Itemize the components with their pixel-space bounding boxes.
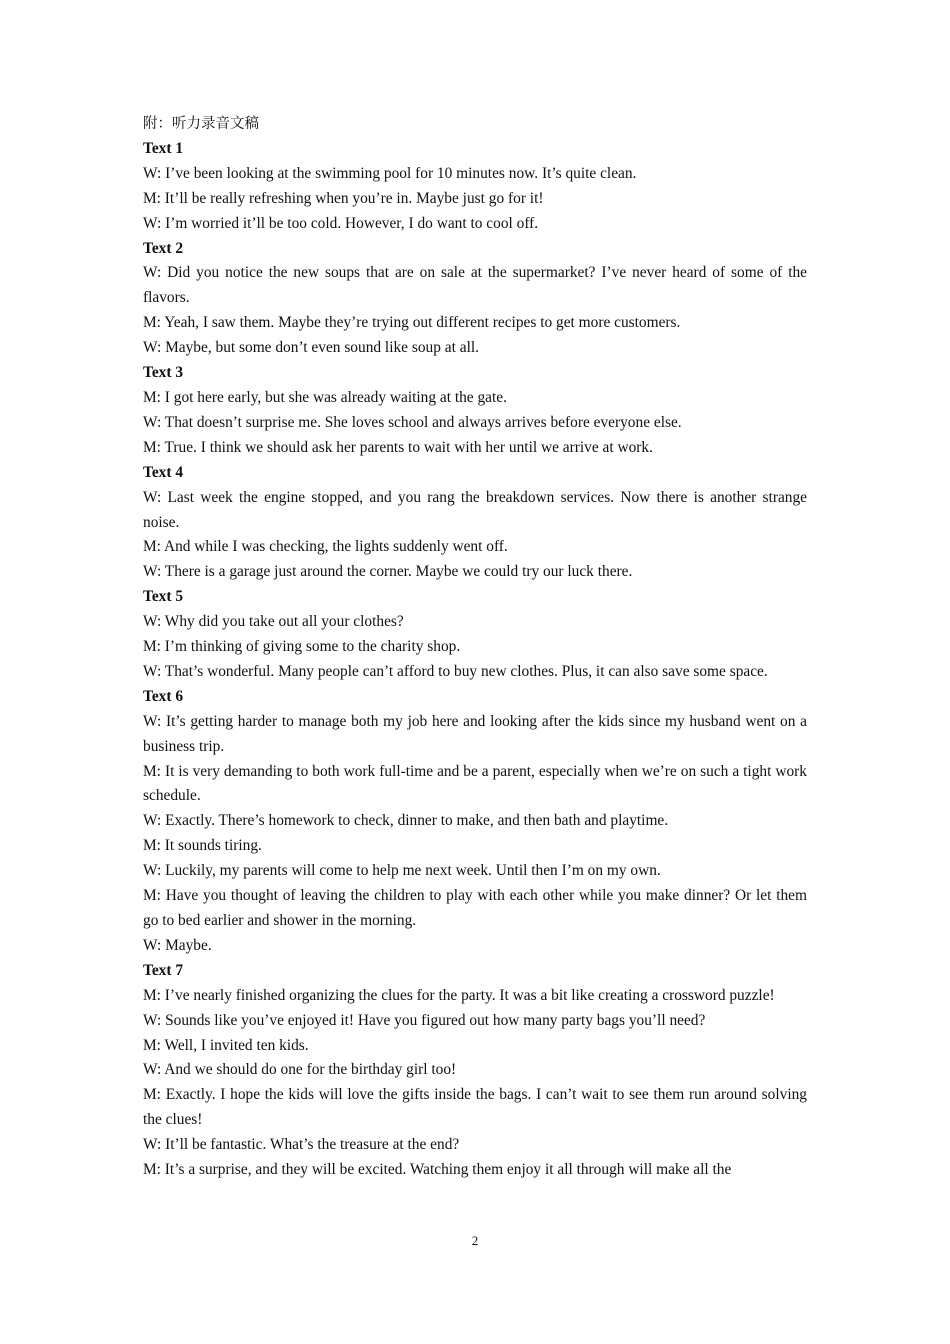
- transcript-page: [143, 112, 807, 1183]
- dialogue-line: W: I’ve been looking at the swimming pool for 10 minutes now. It’s quite clean.: [143, 164, 637, 182]
- dialogue-line: W: Why did you take out all your clothes?: [143, 613, 404, 631]
- dialogue-line: M: Exactly. I hope the kids will love the gifts inside the bags. I can’t wait to see them run around solving the clues!: [143, 1086, 807, 1129]
- dialogue-line: W: There is a garage just around the corner. Maybe we could try our luck there.: [143, 563, 633, 581]
- section-heading: Text 4: [143, 463, 184, 481]
- page-number: 2: [471, 1233, 479, 1248]
- section-heading: Text 5: [143, 588, 184, 606]
- dialogue-section: [143, 585, 807, 685]
- dialogue-section: [143, 137, 807, 237]
- dialogue-line: W: Last week the engine stopped, and you rang the breakdown services. Now there is another strange noise.: [143, 488, 807, 531]
- dialogue-line: M: True. I think we should ask her parents to wait with her until we arrive at work.: [143, 438, 653, 456]
- dialogue-line: W: That doesn’t surprise me. She loves school and always arrives before everyone else.: [143, 413, 682, 431]
- dialogue-section: [143, 361, 807, 461]
- dialogue-line: M: I got here early, but she was already waiting at the gate.: [143, 388, 507, 406]
- dialogue-line: M: I’m thinking of giving some to the charity shop.: [143, 638, 461, 656]
- dialogue-line: W: Exactly. There’s homework to check, dinner to make, and then bath and playtime.: [143, 812, 669, 830]
- dialogue-line: M: Well, I invited ten kids.: [143, 1036, 309, 1054]
- dialogue-section: [143, 237, 807, 362]
- dialogue-line: W: It’s getting harder to manage both my job here and looking after the kids since my husband went on a business trip.: [143, 712, 807, 755]
- dialogue-line: M: It is very demanding to both work full-time and be a parent, especially when we’re on such a tight work schedule.: [143, 762, 807, 805]
- section-heading: Text 2: [143, 239, 184, 257]
- dialogue-line: W: Luckily, my parents will come to help me next week. Until then I’m on my own.: [143, 862, 661, 880]
- dialogue-section: [143, 461, 807, 586]
- dialogue-line: M: I’ve nearly finished organizing the clues for the party. It was a bit like creating a crossword puzzle!: [143, 986, 775, 1004]
- dialogue-line: W: And we should do one for the birthday girl too!: [143, 1061, 457, 1079]
- section-heading: Text 1: [143, 139, 184, 157]
- section-heading: Text 7: [143, 961, 184, 979]
- dialogue-section: [143, 685, 807, 959]
- dialogue-line: W: Sounds like you’ve enjoyed it! Have you figured out how many party bags you’ll need?: [143, 1011, 706, 1029]
- transcript-title: 附：听力录音文稿: [143, 116, 259, 132]
- dialogue-section: [143, 959, 807, 1183]
- dialogue-line: M: And while I was checking, the lights suddenly went off.: [143, 538, 508, 556]
- dialogue-line: M: It’s a surprise, and they will be excited. Watching them enjoy it all through will make all the: [143, 1161, 732, 1179]
- dialogue-line: W: That’s wonderful. Many people can’t afford to buy new clothes. Plus, it can also save some space.: [143, 662, 768, 680]
- dialogue-line: W: Did you notice the new soups that are on sale at the supermarket? I’ve never heard of some of the flavors.: [143, 264, 807, 307]
- dialogue-line: M: It sounds tiring.: [143, 837, 262, 855]
- dialogue-line: W: I’m worried it’ll be too cold. However, I do want to cool off.: [143, 214, 539, 232]
- dialogue-line: W: It’ll be fantastic. What’s the treasure at the end?: [143, 1136, 460, 1154]
- dialogue-line: M: It’ll be really refreshing when you’re in. Maybe just go for it!: [143, 189, 544, 207]
- dialogue-line: W: Maybe.: [143, 936, 212, 954]
- dialogue-line: W: Maybe, but some don’t even sound like soup at all.: [143, 339, 479, 357]
- section-heading: Text 6: [143, 687, 184, 705]
- section-heading: Text 3: [143, 364, 184, 382]
- transcript-body: [143, 137, 807, 1183]
- dialogue-line: M: Yeah, I saw them. Maybe they’re trying out different recipes to get more customers.: [143, 314, 681, 332]
- dialogue-line: M: Have you thought of leaving the children to play with each other while you make dinner? Or let them go to bed earlier and shower in the morning.: [143, 887, 807, 929]
